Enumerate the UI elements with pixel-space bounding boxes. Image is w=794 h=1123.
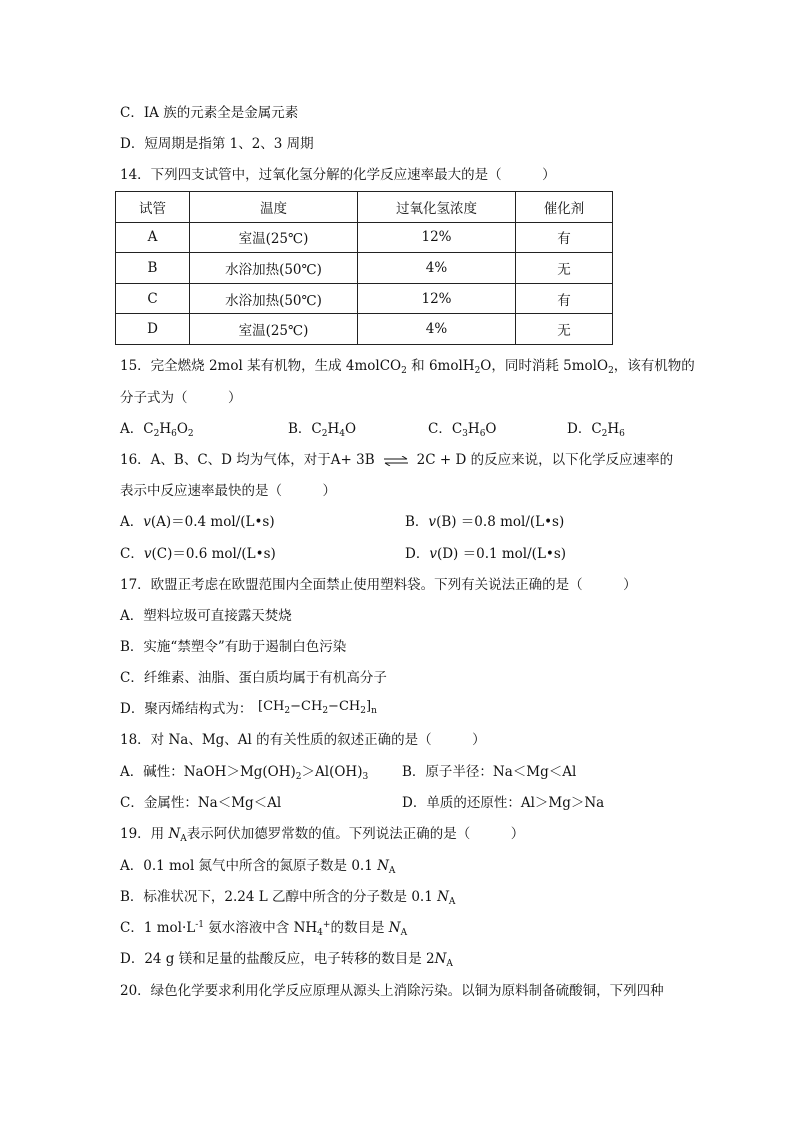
q18-option-b: B．原子半径：Na＜Mg＜Al	[402, 764, 577, 780]
table-header: 试管	[116, 192, 190, 223]
table-row	[116, 222, 613, 253]
question-19: 19．用 $N_A$表示阿伏加德罗常数的值。下列说法正确的是（ ）	[120, 826, 525, 844]
q15-option-b: B．$C_2H_4O$	[288, 421, 357, 439]
table-cell: C	[116, 283, 190, 314]
q19-option-c: C．1 $mol\cdot L^{-1}$ 氨水溶液中含 $NH_4^+$的数目是 $N_A$	[120, 920, 408, 938]
question-20: 20．绿色化学要求利用化学反应原理从源头上消除污染。以铜为原料制备硫酸铜，下列四种	[120, 983, 664, 999]
q19-option-b: B．标准状况下，2.24 L 乙醇中所含的分子数是 0.1 $N_A$	[120, 889, 456, 907]
table-cell: D	[116, 314, 190, 345]
q17-option-b: B．实施“禁塑令”有助于遏制白色污染	[120, 639, 347, 655]
table-header: 催化剂	[516, 192, 613, 223]
table-header: 过氧化氢浓度	[358, 192, 516, 223]
q16-option-b: B．v(B) ＝0.8 mol/(L•s)	[405, 514, 565, 530]
table-cell: B	[116, 253, 190, 284]
q15-option-c: C．$C_3H_6O$	[428, 421, 497, 439]
table-header: 温度	[190, 192, 358, 223]
q16-option-a: A．v(A)＝0.4 mol/(L•s)	[120, 514, 275, 530]
option-d-short-period: D．短周期是指第 1、2、3 周期	[120, 136, 314, 152]
q18-option-a: A．碱性：$NaOH>Mg(OH)_2>Al(OH)_3$	[120, 764, 369, 782]
q17-option-c: C．纤维素、油脂、蛋白质均属于有机高分子	[120, 670, 387, 686]
table-cell: 4%	[358, 253, 516, 284]
question-17: 17．欧盟正考虑在欧盟范围内全面禁止使用塑料袋。下列有关说法正确的是（ ）	[120, 577, 637, 593]
question-16: 16．A、B、C、D 均为气体，对于A+ 3B 2C + D 的反应来说，以下化学反应速率的	[120, 452, 674, 468]
table-cell: 无	[516, 314, 613, 345]
option-c-ia: C．ⅠA 族的元素全是金属元素	[120, 105, 299, 121]
equilibrium-arrow-icon	[383, 456, 409, 466]
table-cell: 12%	[358, 222, 516, 253]
table-row	[116, 253, 613, 284]
table-cell: 水浴加热(50℃)	[190, 283, 358, 314]
question-15-line2: 分子式为（ ）	[120, 390, 242, 406]
q16-option-d: D．v(D) ＝0.1 mol/(L•s)	[405, 546, 567, 562]
question-18: 18．对 Na、Mg、Al 的有关性质的叙述正确的是（ ）	[120, 732, 486, 748]
rate-table	[115, 191, 613, 345]
table-row	[116, 283, 613, 314]
question-14: 14．下列四支试管中，过氧化氢分解的化学反应速率最大的是（ ）	[120, 167, 556, 183]
polypropylene-formula: $[CH_2-CH_2-CH_2]_n$	[258, 699, 377, 716]
table-cell: A	[116, 222, 190, 253]
q18-option-d: D．单质的还原性：Al＞Mg＞Na	[402, 795, 605, 811]
table-cell: 12%	[358, 283, 516, 314]
q19-option-a: A．0.1 mol 氮气中所含的氮原子数是 0.1 $N_A$	[120, 858, 396, 876]
table-cell: 室温(25℃)	[190, 222, 358, 253]
q16-option-c: C．v(C)＝0.6 mol/(L•s)	[120, 546, 276, 562]
question-16-line2: 表示中反应速率最快的是（ ）	[120, 483, 336, 499]
table-cell: 室温(25℃)	[190, 314, 358, 345]
table-cell: 无	[516, 253, 613, 284]
q19-option-d: D．24 g 镁和足量的盐酸反应，电子转移的数目是 $2N_A$	[120, 951, 453, 969]
table-cell: 有	[516, 283, 613, 314]
q17-option-a: A．塑料垃圾可直接露天焚烧	[120, 608, 292, 624]
table-cell: 有	[516, 222, 613, 253]
q15-option-d: D．$C_2H_6$	[567, 421, 625, 439]
question-15: 15．完全燃烧 2mol 某有机物，生成 4molCO$_2$ 和 6molH$_2$O，同时消耗 5molO$_2$，该有机物的	[120, 358, 695, 376]
q15-option-a: A．$C_2H_6O_2$	[120, 421, 194, 439]
table-header-row	[116, 192, 613, 223]
q17-option-d: D．聚丙烯结构式为：	[120, 701, 253, 717]
table-cell: 4%	[358, 314, 516, 345]
q18-option-c: C．金属性：Na＜Mg＜Al	[120, 795, 282, 811]
table-row	[116, 314, 613, 345]
table-cell: 水浴加热(50℃)	[190, 253, 358, 284]
